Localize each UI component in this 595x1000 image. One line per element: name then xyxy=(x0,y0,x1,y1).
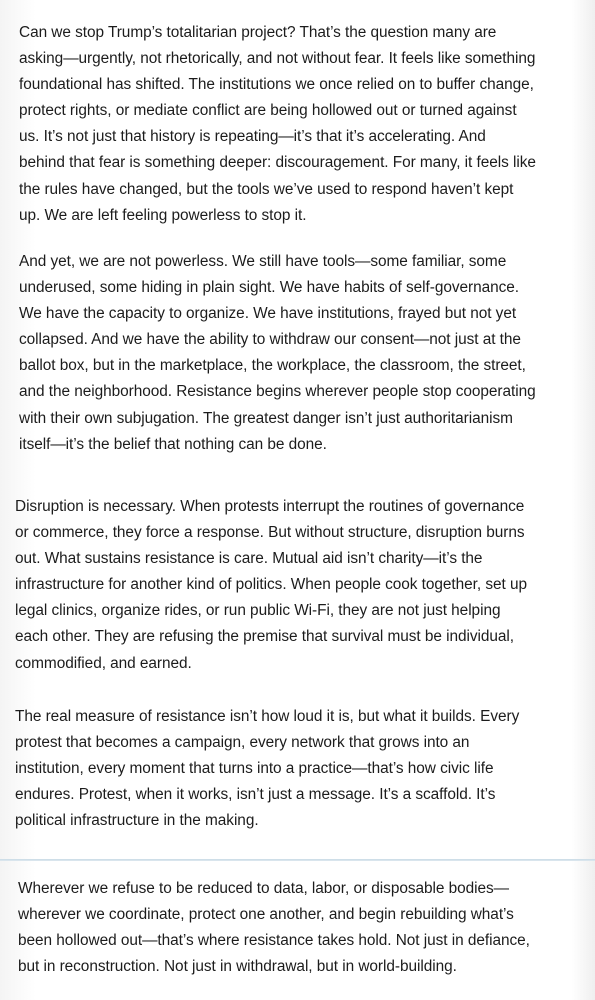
text-line: been hollowed out—that’s where resistance takes hold. Not just in defiance, xyxy=(18,932,530,950)
text-line: ballot box, but in the marketplace, the workplace, the classroom, the street, xyxy=(19,357,526,375)
text-line: the rules have changed, but the tools we’ve used to respond haven’t kept xyxy=(19,180,514,198)
text-line: wherever we coordinate, protect one another, and begin rebuilding what’s xyxy=(18,906,514,924)
text-line: protect rights, or mediate conflict are being hollowed out or turned against xyxy=(19,102,517,120)
text-line: itself—it’s the belief that nothing can be done. xyxy=(19,435,327,453)
text-line: Can we stop Trump’s totalitarian project? That’s the question many are xyxy=(19,24,497,41)
text-line: underused, some hiding in plain sight. We have habits of self-governance. xyxy=(19,279,519,297)
text-line: out. What sustains resistance is care. Mutual aid isn’t charity—it’s the xyxy=(15,550,483,568)
text-line: Wherever we refuse to be reduced to data, labor, or disposable bodies— xyxy=(18,880,509,897)
text-line: with their own subjugation. The greatest danger isn’t just authoritarianism xyxy=(19,409,513,427)
text-line: foundational has shifted. The institutions we once relied on to buffer change, xyxy=(19,76,534,94)
paragraph-2 xyxy=(0,249,595,458)
text-line: asking—urgently, not rhetorically, and not without fear. It feels like something xyxy=(19,50,536,68)
text-line: institution, every moment that turns into a practice—that’s how civic life xyxy=(15,760,494,778)
paragraph-3 xyxy=(0,494,595,677)
text-line: commodified, and earned. xyxy=(15,654,192,672)
text-line: and the neighborhood. Resistance begins wherever people stop cooperating xyxy=(19,383,536,401)
paragraph-text xyxy=(0,876,595,980)
text-line: political infrastructure in the making. xyxy=(15,812,259,830)
text-line: behind that fear is something deeper: discouragement. For many, it feels like xyxy=(19,154,536,172)
text-line: Disruption is necessary. When protests interrupt the routines of governance xyxy=(15,498,525,515)
text-line: And yet, we are not powerless. We still have tools—some familiar, some xyxy=(19,253,507,270)
text-line: collapsed. And we have the ability to withdraw our consent—not just at the xyxy=(19,331,521,349)
text-line: legal clinics, organize rides, or run public Wi-Fi, they are not just helping xyxy=(15,602,501,620)
text-line: or commerce, they force a response. But without structure, disruption burns xyxy=(15,524,525,542)
paragraph-text xyxy=(0,249,595,458)
text-line: The real measure of resistance isn’t how loud it is, but what it builds. Every xyxy=(15,708,520,725)
text-line: up. We are left feeling powerless to stop it. xyxy=(19,206,307,224)
text-line: each other. They are refusing the premise that survival must be individual, xyxy=(15,628,514,646)
text-line: infrastructure for another kind of politics. When people cook together, set up xyxy=(15,576,527,594)
text-line: us. It’s not just that history is repeating—it’s that it’s accelerating. And xyxy=(19,128,486,146)
paragraph-text xyxy=(0,494,595,677)
text-line: endures. Protest, when it works, isn’t just a message. It’s a scaffold. It’s xyxy=(15,786,496,804)
text-line: but in reconstruction. Not just in withdrawal, but in world-building. xyxy=(18,958,457,976)
paragraph-text xyxy=(0,704,595,834)
text-line: We have the capacity to organize. We have institutions, frayed but not yet xyxy=(19,305,517,323)
section-divider xyxy=(0,859,595,861)
text-line: protest that becomes a campaign, every network that grows into an xyxy=(15,734,470,752)
paragraph-5 xyxy=(0,876,595,980)
paragraph-4 xyxy=(0,704,595,834)
paragraph-1 xyxy=(0,20,595,229)
paragraph-text xyxy=(0,20,595,229)
